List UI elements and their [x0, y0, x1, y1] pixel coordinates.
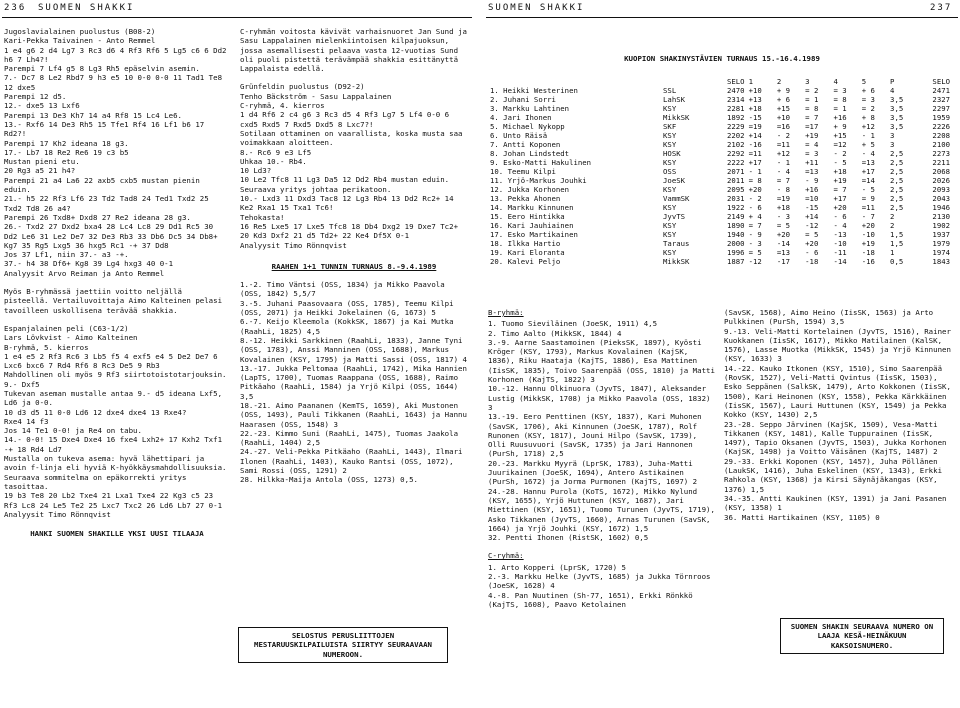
crosstable-cell: +19: [805, 131, 819, 141]
crosstable-cell: 2471: [932, 86, 950, 96]
crosstable-cell: 3: [890, 131, 895, 141]
crosstable-cell: + 4: [748, 212, 762, 222]
crosstable-cell: 1890: [726, 221, 745, 231]
crosstable-cell: 2,5: [890, 149, 904, 159]
crosstable-cell: +18: [833, 167, 847, 177]
crosstable-cell: +14: [805, 212, 819, 222]
crosstable-cell: KSY: [663, 131, 677, 141]
crosstable-cell: =13: [805, 167, 819, 177]
crosstable-cell: -16: [748, 140, 762, 150]
crosstable-cell: +17: [833, 194, 847, 204]
crosstable-row: [488, 86, 952, 95]
crosstable-cell: = 8: [833, 95, 847, 105]
right-running-head: SUOMEN SHAKKI: [488, 3, 585, 13]
crosstable-cell: =17: [805, 122, 819, 132]
crosstable-cell: 2095: [726, 185, 745, 195]
crosstable-cell: - 1: [861, 131, 875, 141]
crosstable-cell: KSY: [663, 221, 677, 231]
crosstable-cell: +17: [861, 167, 875, 177]
crosstable-cell: - 6: [833, 212, 847, 222]
crosstable-cell: - 4: [861, 149, 875, 159]
crosstable-cell: - 1: [748, 167, 762, 177]
right-notice-box: SUOMEN SHAKIN SEURAAVA NUMERO ON LAAJA KESÄ-HEINÄKUUN KAKSOISNUMERO.: [780, 618, 944, 654]
crosstable-cell: +10: [776, 113, 791, 123]
crosstable-cell: -16: [861, 257, 875, 267]
crosstable-cell: +19: [861, 239, 875, 249]
crosstable-cell: 1922: [726, 203, 745, 213]
crosstable-cell: +17: [748, 158, 762, 168]
crosstable-cell: 3,5: [890, 122, 904, 132]
crosstable-row: [488, 248, 952, 257]
crosstable-cell: 1. Heikki Westerinen: [490, 86, 578, 96]
crosstable-cell: 19. Kari Eloranta: [490, 248, 565, 258]
c-group-results-continued: (SavSK, 1568), Aimo Heino (IisSK, 1563) ja Arto Pulkkinen (PurSh, 1594) 3,5 9.-13. Veli-Matti Kortelainen (JyvTS, 1516), Rainer Kuokkanen (IisSK, 1617), Mikko Matilainen (KalSK, 1576), Lasse Muotka (MikkSK, 1545) ja Yrjö Kinnunen (KSY, 1633) 3 14.-22. Kauko Itkonen (KSY, 1510), Simo Saarenpää (RovSK, 1527), Veli-Matti Qvintus (IisSK, 1503), Esko Seppänen (SalkSK, 1479), Arto Kokkonen (IisSK, 1500), Kari Heinonen (KSY, 1558), Pekka Kärkkäinen (IisSK, 1567), Lauri Huttunen (KSY, 1549) ja Pekka Kokko (KSY, 1430) 2,5 23.-28. Seppo Järvinen (KajSK, 1509), Vesa-Matti Tikkanen (KSY, 1481), Kalle Tuppurainen (IisSK, 1497), Tapio Oksanen (JyvTS, 1503), Jukka Korhonen (KajSK, 1498) ja Voitto Väisänen (KajTS, 1487) 2 29.-33. Erkki Koponen (KSY, 1457), Juha Pöllänen (LaukSK, 1416), Juha Eskelinen (KSY, 1343), Erkki Rahkola (KSY, 1368) ja Kirsi Säynäjäkangas (KSY, 1376) 1,5 34.-35. Antti Kaukinen (KSY, 1391) ja Jani Pasanen (KSY, 1358) 1 36. Matti Hartikainen (KSY, 1105) 0: [724, 308, 951, 522]
crosstable-row: [488, 158, 952, 167]
left-column-2: [240, 27, 472, 494]
crosstable-cell: 10. Teemu Kilpi: [490, 167, 556, 177]
crosstable-cell: 3,5: [890, 113, 904, 123]
crosstable-cell: 2273: [932, 149, 950, 159]
crosstable-cell: +16: [805, 185, 819, 195]
crosstable-cell: 1946: [932, 203, 950, 213]
crosstable-cell: 2130: [932, 212, 950, 222]
crosstable-cell: -18: [805, 257, 819, 267]
crosstable-cell: 4. Jari Ihonen: [490, 113, 552, 123]
crosstable-cell: - 9: [748, 230, 762, 240]
crosstable-cell: -10: [833, 239, 847, 249]
crosstable-cell: =19: [776, 194, 791, 204]
crosstable-cell: 16. Kari Jauhiainen: [490, 221, 574, 231]
crosstable-cell: KSY: [663, 203, 677, 213]
crosstable-cell: 2470: [726, 86, 745, 96]
crosstable-cell: 0,5: [890, 257, 904, 267]
right-column-1: [488, 308, 716, 618]
crosstable-cell: 2100: [932, 140, 950, 150]
crosstable-body: [488, 86, 952, 266]
crosstable-cell: = 5: [776, 221, 791, 231]
crosstable-cell: -11: [833, 248, 847, 258]
crosstable-cell: 1959: [932, 113, 950, 123]
crosstable-cell: = 7: [748, 221, 762, 231]
crosstable-row: [488, 194, 952, 203]
crosstable-row: [488, 203, 952, 212]
left-header-rule: [2, 17, 472, 18]
crosstable-cell: = 3: [833, 86, 847, 96]
crosstable-cell: -14: [833, 257, 847, 267]
crosstable-cell: 2. Juhani Sorri: [490, 95, 556, 105]
crosstable-cell: +16: [833, 113, 847, 123]
crosstable-cell: +20: [748, 185, 762, 195]
crosstable-cell: = 1: [805, 95, 819, 105]
crosstable-cell: 17. Esko Martikainen: [490, 230, 578, 240]
crosstable-cell: =10: [805, 194, 819, 204]
crosstable-cell: - 5: [861, 185, 875, 195]
crosstable-cell: -15: [805, 203, 819, 213]
crosstable-cell: +20: [805, 239, 819, 249]
crosstable-cell: 6. Unto Räisä: [490, 131, 548, 141]
subscription-slogan: HANKI SUOMEN SHAKILLE YKSI UUSI TILAAJA: [30, 529, 204, 539]
crosstable-row: [488, 131, 952, 140]
crosstable-cell: 1843: [932, 257, 950, 267]
crosstable-cell: 2093: [932, 185, 950, 195]
crosstable-cell: = 5: [805, 230, 819, 240]
crosstable-cell: 2,5: [890, 194, 904, 204]
crosstable-cell: +11: [805, 158, 819, 168]
b-group-results: 1. Tuomo Sieviläinen (JoeSK, 1911) 4,5 2. Timo Aalto (MikkSK, 1844) 4 3.-9. Aarne Saastamoinen (PieksSK, 1897), Kyösti Kröger (KSY, 1793), Markus Kovalainen (KajSK, 1836), Riku Haataja (KajTS, 1886), Esa Mattinen (IisSK, 1835), Toivo Saarenpää (OSS, 1810) ja Matti Korhonen (KajTS, 1822) 3 10.-12. Hannu Olkinuora (JyvTS, 1847), Aleksander Lustig (MikkSK, 1708) ja Mikko Paavola (OSS, 1832) 3 13.-19. Eero Penttinen (KSY, 1837), Kari Muhonen (SavSK, 1706), Aki Kinnunen (JoeSK, 1787), Rolf Runonen (KSY, 1817), Jouni Hilpo (SavSK, 1739), Olli Ruusuvuori (SavSK, 1735) ja Jari Hannonen (PurSh, 1718) 2,5 20.-23. Markku Myyrä (LprSK, 1783), Juha-Matti Juurikainen (JoeSK, 1694), Antero Astikainen (PurSh, 1672) ja Jorma Purmonen (KajTS, 1697) 2 24.-28. Hannu Purola (KoTS, 1672), Mikko Nylund (KSY, 1655), Yrjö Huttunen (KSY, 1687), Jari Miettinen (KSY, 1651), Tuomo Turunen (JyvTS, 1719), Asko Tikkanen (JyvTS, 1660), Arnas Turunen (SavSK, 1664) ja Yrjö Jouhki (KSY, 1672) 1,5 32. Pentti Ihonen (RistSK, 1602) 0,5: [488, 319, 715, 543]
crosstable-cell: -17: [776, 257, 791, 267]
crosstable-cell: = 7: [833, 185, 847, 195]
crosstable-cell: - 4: [833, 221, 847, 231]
crosstable-row: [488, 221, 952, 230]
crosstable-cell: +15: [776, 104, 791, 114]
crosstable-cell: 2292: [726, 149, 745, 159]
crosstable-cell: 2208: [932, 131, 950, 141]
crosstable-header-cell: 2: [776, 77, 782, 87]
crosstable-cell: 11. Yrjö-Markus Jouhki: [490, 176, 587, 186]
left-column-1: [4, 27, 230, 547]
crosstable-cell: = 2: [805, 86, 819, 96]
crosstable: [488, 77, 952, 266]
crosstable-cell: =14: [861, 176, 875, 186]
crosstable-cell: 2327: [932, 95, 950, 105]
crosstable-cell: -10: [861, 230, 875, 240]
crosstable-cell: 1940: [726, 230, 745, 240]
crosstable-cell: MikkSK: [663, 113, 690, 123]
crosstable-cell: = 8: [748, 176, 762, 186]
crosstable-cell: +10: [748, 86, 762, 96]
crosstable-header-cell: 4: [833, 77, 838, 87]
crosstable-cell: 15. Eero Hintikka: [490, 212, 565, 222]
crosstable-cell: =11: [748, 149, 762, 159]
crosstable-cell: + 6: [861, 86, 875, 96]
crosstable-cell: KSY: [663, 140, 677, 150]
c-group-results-start: 1. Arto Kopperi (LprSK, 1720) 5 2.-3. Markku Helke (JyvTS, 1685) ja Jukka Törnroos (JoeSK, 1628) 4 4.-8. Pan Nuutinen (Sh-77, 1651), Erkki Rönkkö (KajTS, 1608), Paavo Ketolainen: [488, 562, 711, 609]
crosstable-cell: 2026: [932, 176, 950, 186]
crosstable-cell: 1,5: [890, 239, 904, 249]
crosstable-cell: +12: [861, 122, 875, 132]
crosstable-cell: =13: [861, 158, 875, 168]
crosstable-cell: =11: [861, 203, 875, 213]
crosstable-cell: MikkSK: [663, 257, 690, 267]
left-running-head: SUOMEN SHAKKI: [38, 3, 135, 13]
crosstable-cell: +20: [776, 230, 791, 240]
crosstable-cell: KSY: [663, 185, 677, 195]
crosstable-cell: - 6: [805, 248, 819, 258]
crosstable-cell: 2071: [726, 167, 745, 177]
crosstable-cell: KSY: [663, 248, 677, 258]
crosstable-cell: +12: [776, 149, 791, 159]
crosstable-cell: = 7: [776, 176, 791, 186]
crosstable-cell: 2068: [932, 167, 950, 177]
crosstable-cell: 2,5: [890, 167, 904, 177]
crosstable-cell: -12: [748, 257, 762, 267]
crosstable-header-cell: SELO: [726, 77, 745, 87]
crosstable-cell: 20. Kalevi Peljo: [490, 257, 561, 267]
raahe-results: 1.-2. Timo Väntsi (OSS, 1834) ja Mikko Paavola (OSS, 1842) 5,5/7 3.-5. Juhani Paasovaara (OSS, 1785), Teemu Kilpi (OSS, 2071) ja Heikki Jokelainen (G, 1673) 5 6.-7. Keijo Kleemola (KokkSK, 1867) ja Kai Mutka (RaahLi, 1825) 4,5 8.-12. Heikki Sarkkinen (RaahLi, 1833), Janne Tyni (OSS, 1783), Anssi Manninen (OSS, 1688), Markus Kovalainen (KSY, 1795) ja Matti Sassi (OSS, 1817) 4 13.-17. Jukka Peltomaa (RaahLi, 1742), Mika Hannien (LapTS, 1700), Tuomas Raappana (OSS, 1688), Raimo Pitkäaho (RaahLi, 1584) ja Yrjö Kilpi (OSS, 1644) 3,5 18.-21. Aimo Paananen (KemTS, 1659), Aki Mustonen (OSS, 1493), Pauli Tikkanen (RaahLi, 1643) ja Hannu Haarasen (OSS, 1548) 3 22.-23. Kimmo Suni (RaahLi, 1475), Tuomas Jaakola (RaahLi, 1404) 2,5 24.-27. Veli-Pekka Pitkäaho (RaahLi, 1443), Ilmari Ilonen (RaahLi, 1403), Kauko Rantsi (OSS, 1072), Sami Rossi (OSS, 1291) 2 28. Hilkka-Maija Antola (OSS, 1273) 0,5.: [240, 280, 467, 485]
crosstable-row: [488, 185, 952, 194]
crosstable-cell: = 3: [861, 95, 875, 105]
crosstable-cell: - 7: [861, 212, 875, 222]
crosstable-cell: 2000: [726, 239, 745, 249]
c-group-intro: C-ryhmän voitosta kävivät varhaisnuoret Jan Sund ja Sasu Lappalainen mielenkiintoisen kilpajuoksun, jossa asemallisesti pelaava vasta 12-vuotias Sund oli puoli pistettä terävämpää shakkia esittänyttä Lappalaista edellä.: [240, 27, 472, 74]
crosstable-cell: = 9: [861, 194, 875, 204]
crosstable-cell: 2102: [726, 140, 745, 150]
crosstable-row: [488, 95, 952, 104]
crosstable-cell: -12: [805, 221, 819, 231]
crosstable-cell: 14. Markku Kinnunen: [490, 203, 574, 213]
crosstable-cell: 3. Markku Lahtinen: [490, 104, 570, 114]
crosstable-cell: 1902: [932, 221, 950, 231]
crosstable-cell: SKF: [663, 122, 677, 132]
crosstable-cell: 1979: [932, 239, 950, 249]
crosstable-cell: = 1: [833, 104, 847, 114]
crosstable-cell: 1: [890, 248, 895, 258]
crosstable-row: [488, 149, 952, 158]
crosstable-cell: = 2: [861, 104, 875, 114]
crosstable-cell: 3,5: [890, 104, 904, 114]
left-page-number: 236: [4, 3, 27, 13]
crosstable-cell: KSY: [663, 230, 677, 240]
crosstable-cell: -18: [861, 248, 875, 258]
crosstable-cell: 2226: [932, 122, 950, 132]
crosstable-cell: 1887: [726, 257, 745, 267]
crosstable-row: [488, 212, 952, 221]
c-group-heading: C-ryhmä:: [488, 551, 524, 561]
crosstable-cell: SSL: [663, 86, 677, 96]
crosstable-cell: Taraus: [663, 239, 690, 249]
crosstable-cell: + 5: [861, 140, 875, 150]
crosstable-header-cell: [488, 77, 661, 86]
crosstable-header-cell: [661, 77, 711, 86]
crosstable-cell: 7. Antti Koponen: [490, 140, 561, 150]
crosstable-cell: -13: [833, 230, 847, 240]
crosstable-cell: JoeSK: [663, 176, 685, 186]
crosstable-row: [488, 113, 952, 122]
crosstable-cell: 2149: [726, 212, 745, 222]
crosstable-cell: - 8: [776, 185, 791, 195]
crosstable-cell: 2,5: [890, 185, 904, 195]
crosstable-section: [488, 54, 956, 266]
left-notice-box: SELOSTUS PERUSLIITTOJEN MESTARUUSKILPAILUISTA SIIRTYY SEURAAVAAN NUMEROON.: [238, 627, 448, 663]
crosstable-cell: 9. Esko-Matti Hakulinen: [490, 158, 592, 168]
crosstable-cell: - 5: [833, 158, 847, 168]
crosstable-header-cell: P: [890, 77, 895, 87]
crosstable-cell: - 2: [748, 194, 762, 204]
crosstable-cell: = 5: [748, 248, 762, 258]
crosstable-cell: 2: [890, 221, 895, 231]
right-page-number: 237: [930, 3, 953, 13]
crosstable-cell: 12. Jukka Korhonen: [490, 185, 570, 195]
crosstable-cell: HOSK: [663, 149, 681, 159]
crosstable-cell: 2,5: [890, 158, 904, 168]
crosstable-cell: = 8: [805, 104, 819, 114]
crosstable-cell: VammSK: [663, 194, 690, 204]
crosstable-cell: 1996: [726, 248, 745, 258]
crosstable-row: [488, 167, 952, 176]
crosstable-cell: 13. Pekka Ahonen: [490, 194, 561, 204]
crosstable-cell: =12: [833, 140, 847, 150]
crosstable-cell: + 6: [776, 95, 791, 105]
crosstable-cell: 2: [890, 212, 895, 222]
crosstable-cell: +20: [861, 221, 875, 231]
crosstable-cell: +18: [748, 104, 762, 114]
crosstable-cell: 2229: [726, 122, 745, 132]
crosstable-cell: 1937: [932, 230, 950, 240]
crosstable-row: [488, 140, 952, 149]
crosstable-cell: - 9: [805, 176, 819, 186]
raahe-tournament-title: RAAHEN 1+1 TUNNIN TURNAUS 8.-9.4.1989: [271, 261, 437, 271]
right-column-2: [724, 308, 956, 531]
crosstable-cell: 2202: [726, 131, 745, 141]
crosstable-cell: 2,5: [890, 176, 904, 186]
crosstable-cell: = 3: [805, 149, 819, 159]
crosstable-title: KUOPION SHAKINYSTÄVIEN TURNAUS 15.-16.4.1989: [624, 54, 820, 63]
crosstable-cell: = 7: [805, 113, 819, 123]
right-header-rule: [486, 17, 958, 18]
crosstable-row: [488, 230, 952, 239]
crosstable-cell: 1892: [726, 113, 745, 123]
crosstable-cell: + 9: [776, 86, 791, 96]
crosstable-cell: 2043: [932, 194, 950, 204]
crosstable-header-cell: 5: [861, 77, 867, 87]
crosstable-cell: LahSK: [663, 95, 685, 105]
crosstable-cell: - 4: [776, 167, 791, 177]
crosstable-cell: KSY: [663, 158, 677, 168]
crosstable-row: [488, 122, 952, 131]
crosstable-cell: +19: [833, 176, 847, 186]
crosstable-cell: +14: [748, 131, 762, 141]
game-backstrom-lappalainen: Grünfeldin puolustus (D92-2) Tenho Bäckström - Sasu Lappalainen C-ryhmä, 4. kierros 1 d4 Rf6 2 c4 g6 3 Rc3 d5 4 Rf3 Lg7 5 Lf4 0-0 6 cxd5 Rxd5 7 Rxd5 Dxd5 8 Lxc7?! Sotilaan ottaminen on vaarallista, koska musta saa voimakkaan aloitteen. 8.- Rc6 9 e3 Lf5 Uhkaa 10.- Rb4. 10 Ld3? 10 Le2 Tfc8 11 Lg3 Da5 12 Dd2 Rb4 mustan eduin. Seuraava yritys johtaa perikatoon. 10.- Lxd3 11 Dxd3 Tac8 12 Lg3 Rb4 13 Dd2 Rc2+ 14 Ke2 Rxa1 15 Txa1 Tc6! Tehokasta! 16 Re5 Lxe5 17 Lxe5 Tfc8 18 Db4 Dxg2 19 Dxe7 Tc2+ 20 Kd3 Dxf2 21 d5 Td2+ 22 Ke4 Df5X 0-1 Analyysit Timo Rönnqvist: [240, 82, 463, 250]
crosstable-cell: - 3: [776, 212, 791, 222]
crosstable-cell: -15: [748, 113, 762, 123]
crosstable-cell: + 8: [861, 113, 875, 123]
crosstable-cell: 2211: [932, 158, 950, 168]
crosstable-row: [488, 104, 952, 113]
crosstable-cell: 2011: [726, 176, 745, 186]
crosstable-cell: =16: [776, 122, 791, 132]
crosstable-row: [488, 257, 952, 266]
crosstable-cell: - 3: [748, 239, 762, 249]
crosstable-row: [488, 239, 952, 248]
crosstable-cell: = 4: [805, 140, 819, 150]
crosstable-cell: +15: [833, 131, 847, 141]
crosstable-cell: -14: [776, 239, 791, 249]
b-group-heading: B-ryhmä:: [488, 308, 524, 317]
crosstable-cell: =19: [748, 122, 762, 132]
crosstable-cell: 3,5: [890, 95, 904, 105]
crosstable-header-cell: 3: [805, 77, 810, 87]
crosstable-cell: 18. Ilkka Hartio: [490, 239, 561, 249]
crosstable-cell: - 1: [776, 158, 791, 168]
crosstable-cell: 2297: [932, 104, 950, 114]
crosstable-cell: =11: [776, 140, 791, 150]
crosstable-cell: OSS: [663, 167, 677, 177]
crosstable-cell: - 2: [833, 149, 847, 159]
game-lappalainen-remmel: Jugoslavialainen puolustus (B08-2) Kari-Pekka Taivainen - Anto Remmel 1 e4 g6 2 d4 Lg7 3 Rc3 d6 4 Rf3 Rf6 5 Lg5 c6 6 Dd2 h6 7 Lh4?! Parempi 7 Lf4 g5 8 Lg3 Rh5 epäselvin asemin. 7.- Dc7 8 Le2 Rbd7 9 h3 e5 10 0-0 0-0 11 Tad1 Te8 12 dxe5 Parempi 12 d5. 12.- dxe5 13 Lxf6 Parempi 13 De3 Kh7 14 a4 Rf8 15 Lc4 Le6. 13.- Rxf6 14 De3 Rh5 15 Tfe1 Rf4 16 Lf1 b6 17 Rd2?! Parempi 17 Kh2 ideana 18 g3. 17.- Lb7 18 Re2 Re6 19 c3 b5 Mustan pieni etu. 20 Rg3 a5 21 h4? Parempi 21 a4 La6 22 axb5 cxb5 mustan pienin eduin. 21.- h5 22 Rf3 Lf6 23 Td2 Tad8 24 Ted1 Txd2 25 Txd2 Td8 26 a4? Parempi 26 Txd8+ Dxd8 27 Re2 ideana 28 g3. 26.- Txd2 27 Dxd2 bxa4 28 Lc4 Lc8 29 Dd1 Rc5 30 Dd2 Le6 31 Le2 De7 32 De3 Rb3 33 Db6 Dc5 34 Db8+ Kg7 35 Rg5 Lxg5 36 hxg5 Rc1 -+ 37 Dd8 Jos 37 Lf1, niin 37.- a3 -+. 37.- h4 38 Df6+ Kg8 39 Lg4 hxg3 40 0-1 Analyysit Arvo Reiman ja Anto Remmel: [4, 27, 227, 278]
crosstable-cell: +20: [833, 203, 847, 213]
crosstable-header-row: [488, 77, 952, 86]
crosstable-cell: 2281: [726, 104, 745, 114]
crosstable-cell: - 6: [748, 203, 762, 213]
crosstable-cell: - 2: [776, 131, 791, 141]
crosstable-cell: 1,5: [890, 230, 904, 240]
crosstable-cell: JyvTS: [663, 212, 685, 222]
b-group-intro: Myös B-ryhmässä jaettiin voitto neljällä pisteellä. Vertailuvoittaja Aimo Kalteinen pelasi tavoilleen uskollisena terävää shakkia.: [4, 287, 227, 315]
crosstable-cell: 2031: [726, 194, 745, 204]
crosstable-cell: +18: [776, 203, 791, 213]
crosstable-cell: 8. Johan Lindstedt: [490, 149, 570, 159]
crosstable-cell: 2222: [726, 158, 745, 168]
crosstable-header-cell: 1: [748, 77, 753, 87]
crosstable-cell: 2314: [726, 95, 745, 105]
crosstable-cell: =13: [776, 248, 791, 258]
game-lovkvist-kalteinen: Espanjalainen peli (C63-1/2) Lars Lövkvist - Aimo Kalteinen B-ryhmä, 5. kierros 1 e4 e5 2 Rf3 Rc6 3 Lb5 f5 4 exf5 e4 5 De2 De7 6 Lxc6 bxc6 7 Rd4 Rf6 8 Rc3 De5 9 Rb3 Mahdollinen oli myös 9 Rf3 siirtotoistotarjouksin. 9.- Dxf5 Tukevan aseman mustalle antaa 9.- d5 ideana Lxf5, Ld6 ja 0-0. 10 d3 d5 11 0-0 Ld6 12 dxe4 dxe4 13 Rxe4? Rxe4 14 f3 Jos 14 Te1 0-0! ja Re4 on tabu. 14.- 0-0! 15 Dxe4 Dxe4 16 fxe4 Lxh2+ 17 Kxh2 Txf1 -+ 18 Rd4 Ld7 Mustalla on tukeva asema: hyvä lähettipari ja avoin f-linja eli hyviä K-hyökkäysmahdollisuuksia. Seuraava sommitelma on epäkorrekti yritys tasoittaa. 19 b3 Te8 20 Lb2 Txe4 21 Lxa1 Txe4 22 Kg3 c5 23 Rf3 Lc8 24 Le5 Te2 25 Lxc7 Txc2 26 Ld6 Lb7 27 0-1 Analyysit Timo Rönnqvist: [4, 323, 227, 519]
crosstable-cell: +13: [748, 95, 762, 105]
crosstable-cell: 2,5: [890, 203, 904, 213]
crosstable-row: [488, 176, 952, 185]
crosstable-header-cell: SELO: [932, 77, 950, 87]
crosstable-cell: KSY: [663, 104, 677, 114]
crosstable-cell: 1974: [932, 248, 950, 258]
crosstable-cell: 3: [890, 140, 895, 150]
crosstable-cell: 5. Michael Nykopp: [490, 122, 565, 132]
crosstable-cell: 4: [890, 86, 895, 96]
crosstable-cell: + 9: [833, 122, 847, 132]
